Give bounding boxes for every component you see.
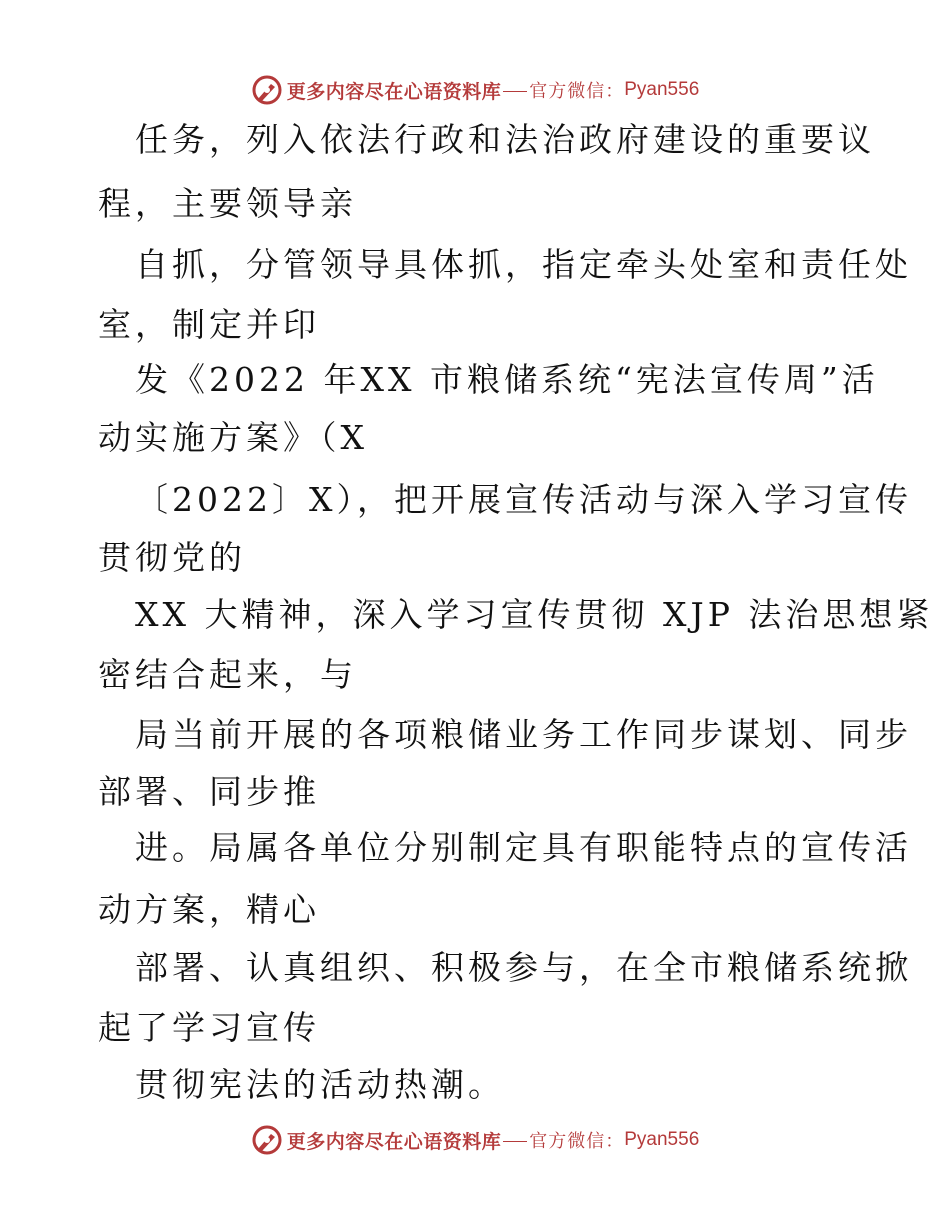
paragraph-line: 部署、认真组织、积极参与，在全市粮储系统掀 [135,948,912,987]
paragraph-line: 室，制定并印 [98,305,320,344]
watermark-title: 更多内容尽在心语资料库 [286,80,502,103]
paragraph-line: 贯彻党的 [98,538,246,577]
paragraph-line: 自抓，分管领导具体抓，指定牵头处室和责任处 [135,245,912,284]
watermark-wechat-id: Pyan556 [624,1129,700,1150]
footer-watermark [0,1120,950,1160]
paragraph-line: 局当前开展的各项粮储业务工作同步谋划、同步 [135,715,912,754]
pen-logo-icon [251,74,283,106]
watermark-dash [503,91,527,92]
watermark-wechat-label: 官方微信： [529,81,625,102]
paragraph-line: XX 大精神，深入学习宣传贯彻 XJP 法治思想紧 [135,595,934,634]
pen-logo-icon [251,1124,283,1156]
paragraph-line: 动方案，精心 [98,890,320,929]
paragraph-line: 起了学习宣传 [98,1008,320,1047]
watermark-title: 更多内容尽在心语资料库 [286,1130,502,1153]
paragraph-line: 任务，列入依法行政和法治政府建设的重要议 [135,120,875,159]
header-watermark [0,70,950,110]
paragraph-line: 发《2022 年XX 市粮储系统“宪法宣传周”活 [135,360,879,399]
paragraph-line: 动实施方案》（X [98,418,368,457]
paragraph-line: 部署、同步推 [98,772,320,811]
watermark-dash [503,1141,527,1142]
paragraph-line: 〔2022〕X），把开展宣传活动与深入学习宣传 [135,480,912,519]
watermark-wechat-label: 官方微信： [529,1131,625,1152]
paragraph-line: 程，主要领导亲 [98,184,357,223]
watermark-wechat-id: Pyan556 [624,79,700,100]
paragraph-line: 进。局属各单位分别制定具有职能特点的宣传活 [135,828,912,867]
paragraph-line: 密结合起来，与 [98,655,357,694]
paragraph-line: 贯彻宪法的活动热潮。 [135,1065,505,1104]
